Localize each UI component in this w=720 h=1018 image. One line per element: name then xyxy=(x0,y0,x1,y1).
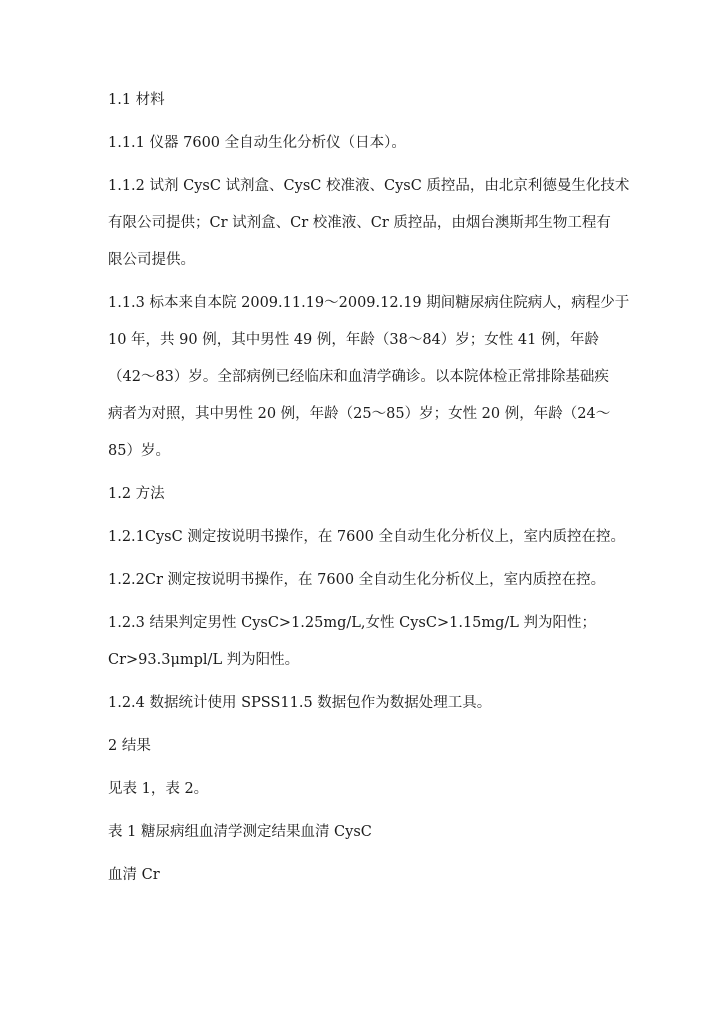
paragraph-reagents-line-2: 有限公司提供；Cr 试剂盒、Cr 校准液、Cr 质控品，由烟台澳斯邦生物工程有 xyxy=(108,215,611,231)
paragraph-cr-method: 1.2.2Cr 测定按说明书操作，在 7600 全自动生化分析仪上，室内质控在控。 xyxy=(108,572,606,588)
heading-1-1-materials: 1.1 材料 xyxy=(108,92,165,108)
paragraph-reagents-line-3: 限公司提供。 xyxy=(108,252,195,268)
paragraph-specimens-line-5: 85）岁。 xyxy=(108,443,170,459)
heading-2-results: 2 结果 xyxy=(108,738,151,754)
paragraph-cysc-method: 1.2.1CysC 测定按说明书操作，在 7600 全自动生化分析仪上，室内质控在控。 xyxy=(108,529,625,545)
paragraph-specimens-line-4: 病者为对照，其中男性 20 例，年龄（25～85）岁；女性 20 例，年龄（24～ xyxy=(108,406,611,422)
table-column-serum-cr: 血清 Cr xyxy=(108,867,160,883)
paragraph-specimens-line-1: 1.1.3 标本来自本院 2009.11.19～2009.12.19 期间糖尿病住院病人，病程少于 xyxy=(108,295,630,311)
heading-1-2-methods: 1.2 方法 xyxy=(108,486,165,502)
paragraph-see-tables: 见表 1，表 2。 xyxy=(108,781,209,797)
paragraph-specimens-line-2: 10 年，共 90 例，其中男性 49 例，年龄（38～84）岁；女性 41 例，年龄 xyxy=(108,332,599,348)
paragraph-instrument: 1.1.1 仪器 7600 全自动生化分析仪（日本）。 xyxy=(108,135,406,151)
paragraph-reagents-line-1: 1.1.2 试剂 CysC 试剂盒、CysC 校准液、CysC 质控品，由北京利德曼生化技术 xyxy=(108,178,630,194)
table-1-caption: 表 1 糖尿病组血清学测定结果血清 CysC xyxy=(108,824,372,840)
paragraph-criteria-line-1: 1.2.3 结果判定男性 CysC>1.25mg/L,女性 CysC>1.15mg/L 判为阳性； xyxy=(108,615,597,631)
paragraph-criteria-line-2: Cr>93.3μmpl/L 判为阳性。 xyxy=(108,652,300,668)
paragraph-specimens-line-3: （42～83）岁。全部病例已经临床和血清学确诊。以本院体检正常排除基础疾 xyxy=(108,369,609,385)
paragraph-statistics: 1.2.4 数据统计使用 SPSS11.5 数据包作为数据处理工具。 xyxy=(108,695,492,711)
